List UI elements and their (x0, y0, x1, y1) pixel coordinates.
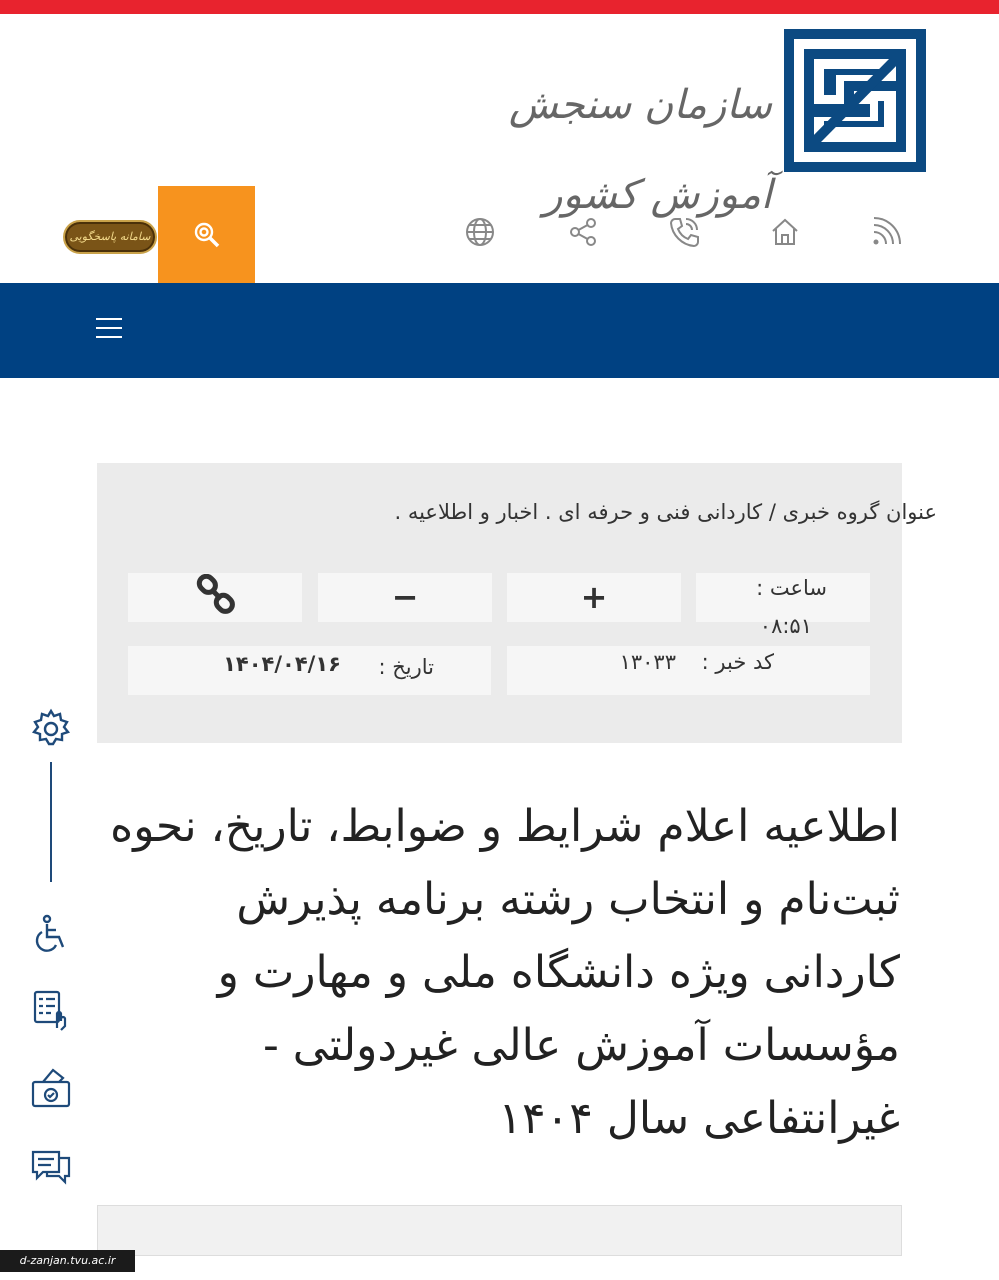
date-value: ۱۴۰۴/۰۴/۱۶ (223, 652, 341, 676)
news-code-label: کد خبر : (701, 650, 774, 674)
search-icon (191, 219, 223, 251)
time-value: ۰۸:۵۱ (759, 614, 812, 638)
phone-icon[interactable] (667, 215, 701, 249)
increase-font-label: + (580, 578, 608, 616)
decrease-font-label: − (391, 578, 419, 616)
top-red-bar (0, 0, 999, 14)
time-label: ساعت : (756, 576, 827, 600)
badge-text: سامانه پاسخگویی (69, 230, 151, 243)
share-icon[interactable] (566, 215, 600, 249)
survey-icon[interactable] (29, 988, 73, 1032)
date-label: تاریخ : (378, 655, 434, 679)
rail-divider (50, 762, 52, 882)
home-icon[interactable] (768, 215, 802, 249)
support-system-badge[interactable] (63, 220, 157, 254)
org-name-calligraphy: سازمان سنجش آموزش کشور (508, 82, 772, 218)
footer-domain-tag[interactable]: d-zanjan.tvu.ac.ir (0, 1250, 135, 1272)
news-group-line[interactable]: عنوان گروه خبری / کاردانی فنی و حرفه ای . اخبار و اطلاعیه . (394, 500, 937, 524)
content-box (97, 1205, 902, 1256)
news-code-value: ۱۳۰۳۳ (619, 650, 676, 674)
news-title: اطلاعیه اعلام شرایط و ضوابط، تاریخ، نحوه ثبت‌نام و انتخاب رشته برنامه پذیرش کاردانی ویژه دانشگاه ملی و مهارت و مؤسسات آموزش عالی غیردولتی - غیرانتفاعی سال ۱۴۰۴ (110, 801, 900, 1144)
hamburger-menu-icon[interactable] (96, 318, 122, 340)
search-button[interactable] (158, 186, 255, 283)
main-nav-bar (0, 283, 999, 378)
news-code-cell (507, 646, 870, 695)
settings-icon[interactable] (29, 707, 73, 751)
link-icon (196, 574, 236, 614)
vote-icon[interactable] (29, 1066, 73, 1110)
chat-icon[interactable] (29, 1144, 73, 1188)
rss-icon[interactable] (869, 215, 903, 249)
accessibility-icon[interactable] (29, 913, 73, 957)
globe-icon[interactable] (463, 215, 497, 249)
sanjesh-logo[interactable] (784, 29, 926, 172)
